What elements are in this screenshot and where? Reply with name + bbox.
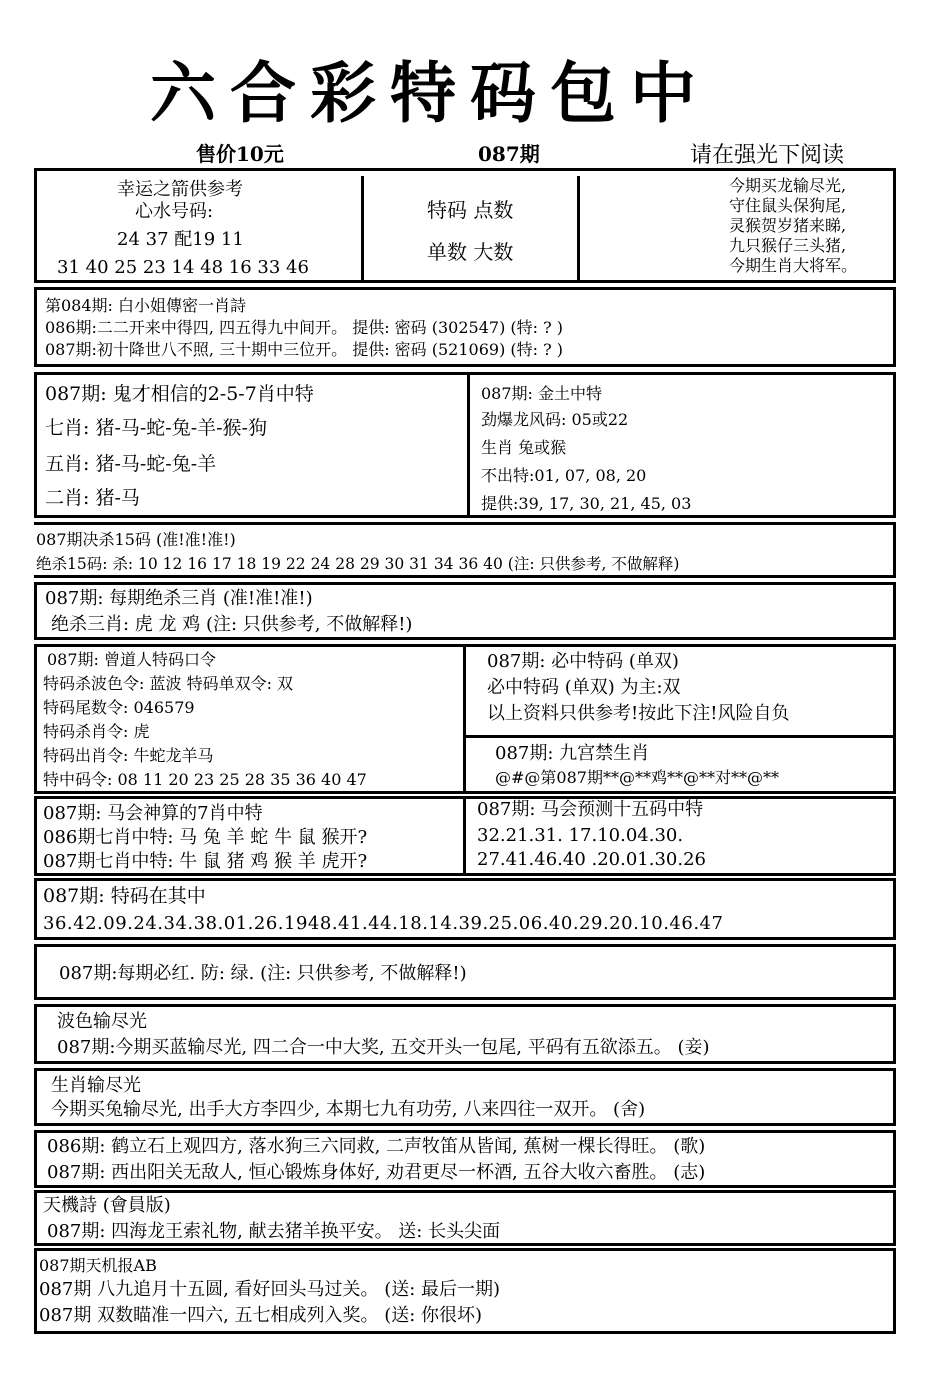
reading-notice: 请在强光下阅读 [690,143,845,168]
mahui15-title: 087期: 马会预测十五码中特 [477,799,704,820]
divider [463,799,466,873]
zodiac-lose-line: 今期买兔输尽光, 出手大方李四少, 本期七九有功劳, 八来四往一双开。 (舍) [51,1099,646,1120]
guicai-jintu-section [34,372,896,518]
poem-title: 第084期: 白小姐傳密一肖詩 [45,296,247,315]
verse-line: 守住鼠头保狗尾, [729,196,847,215]
jiugong-title: 087期: 九宫禁生肖 [495,743,650,764]
heaven-report-line: 087期 双数瞄准一四六, 五七相成列入奖。 (送: 你很坏) [39,1305,483,1326]
zengdao-line: 特码尾数令: 046579 [43,698,195,717]
special-points: 特码 点数 [427,198,514,222]
kill15-title: 087期决杀15码 (准!准!准!) [36,530,236,549]
zengdao-title: 087期: 曾道人特码口令 [47,650,217,669]
pick-numbers-label: 心水号码: [135,201,214,222]
top-section [34,168,896,283]
divider [467,375,470,515]
page-title: 六合彩特码包中 [150,54,710,132]
kill15-list: 绝杀15码: 杀: 10 12 16 17 18 19 22 24 28 29 30 31 34 36 40 (注: 只供参考, 不做解释) [36,555,680,573]
zengdao-line: 特中码令: 08 11 20 23 25 28 35 36 40 47 [43,770,367,789]
bizhong-line: 以上资料只供参考!按此下注!风险自负 [487,703,790,724]
heaven-report-line: 087期 八九追月十五圆, 看好回头马过关。 (送: 最后一期) [39,1279,501,1300]
kill3-title: 087期: 每期绝杀三肖 (准!准!准!) [45,588,313,609]
song-line: 087期: 西出阳关无敌人, 恒心锻炼身体好, 劝君更尽一杯酒, 五谷大收六畜胜。 (志) [47,1162,706,1183]
kill3-section [34,582,896,640]
bizhong-line: 必中特码 (单双) 为主:双 [487,677,681,698]
verse-line: 九只猴仔三头猪, [729,236,847,255]
price-label: 售价10元 [196,142,284,166]
verse-line: 今期买龙输尽光, [729,176,847,195]
guicai-five: 五肖: 猪-马-蛇-兔-羊 [45,453,217,475]
song-section [34,1130,896,1188]
lucky-arrow-label: 幸运之箭供参考 [117,179,243,200]
wave-color-section [34,1004,896,1064]
kill15-section [34,522,896,578]
guicai-seven: 七肖: 猪-马-蛇-兔-羊-猴-狗 [45,417,267,439]
verse-line: 灵猴贺岁猪来睇, [729,216,847,235]
heaven-poem-line: 087期: 四海龙王索礼物, 献去猪羊换平安。 送: 长头尖面 [47,1221,501,1242]
jintu-exclude: 不出特:01, 07, 08, 20 [481,466,647,485]
jiugong-line: @#@第087期**@**鸡**@**对**@** [495,768,779,787]
heaven-poem-title: 天機詩 (會員版) [43,1195,171,1216]
wave-color-title: 波色输尽光 [57,1011,147,1032]
odd-big: 单数 大数 [427,240,514,264]
zodiac-lose-title: 生肖输尽光 [51,1075,141,1096]
pick-numbers-list: 31 40 25 23 14 48 16 33 46 [57,257,309,278]
in-it-section [34,878,896,940]
verse-line: 今期生肖大将军。 [729,256,858,275]
secret-poem-section [34,287,896,367]
song-line: 086期: 鹤立石上观四方, 落水狗三六同救, 二声牧笛从皆闻, 蕉树一棵长得旺。 (歌) [47,1136,706,1157]
kill3-list: 绝杀三肖: 虎 龙 鸡 (注: 只供参考, 不做解释!) [51,614,413,635]
jintu-title: 087期: 金土中特 [481,384,603,403]
zengdao-section [34,644,896,794]
mahui-section [34,796,896,876]
poem-line: 086期:二二开来中得四, 四五得九中间开。 提供: 密码 (302547) (特: ? ) [45,318,564,337]
jintu-dragon: 劲爆龙风码: 05或22 [481,410,629,429]
jintu-provide: 提供:39, 17, 30, 21, 45, 03 [481,494,692,513]
zengdao-line: 特码杀波色令: 蓝波 特码单双令: 双 [43,674,294,693]
divider [463,647,466,791]
heaven-report-title: 087期天机报AB [39,1256,157,1275]
zengdao-line: 特码出肖令: 牛蛇龙羊马 [43,746,214,765]
heaven-poem-section [34,1190,896,1246]
jintu-zodiac: 生肖 兔或猴 [481,438,567,457]
wave-color-line: 087期:今期买蓝输尽光, 四二合一中大奖, 五交开头一包尾, 平码有五欲添五。 (妾) [57,1037,710,1058]
pick-numbers-main: 24 37 配19 11 [117,229,244,250]
mahui7-line: 087期七肖中特: 牛 鼠 猪 鸡 猴 羊 虎开? [43,851,368,872]
poem-line: 087期:初十降世八不照, 三十期中三位开。 提供: 密码 (521069) (特: ? ) [45,340,564,359]
bizhong-title: 087期: 必中特码 (单双) [487,651,679,672]
divider [463,735,893,738]
must-red-line: 087期:每期必红. 防: 绿. (注: 只供参考, 不做解释!) [59,963,467,984]
divider [577,176,580,280]
mahui15-line: 32.21.31. 17.10.04.30. [477,825,684,846]
issue-label: 087期 [478,142,540,166]
heaven-report-section [34,1248,896,1334]
divider [361,176,364,280]
in-it-numbers: 36.42.09.24.34.38.01.26.1948.41.44.18.14.39.25.06.40.29.20.10.46.47 [43,913,724,934]
mahui7-line: 086期七肖中特: 马 兔 羊 蛇 牛 鼠 猴开? [43,827,368,848]
in-it-title: 087期: 特码在其中 [43,885,206,907]
mahui7-title: 087期: 马会神算的7肖中特 [43,803,263,824]
must-red-section [34,944,896,1000]
zengdao-line: 特码杀肖令: 虎 [43,722,150,741]
guicai-title: 087期: 鬼才相信的2-5-7肖中特 [45,383,314,405]
mahui15-line: 27.41.46.40 .20.01.30.26 [477,849,707,870]
guicai-two: 二肖: 猪-马 [45,487,140,509]
zodiac-lose-section [34,1068,896,1126]
